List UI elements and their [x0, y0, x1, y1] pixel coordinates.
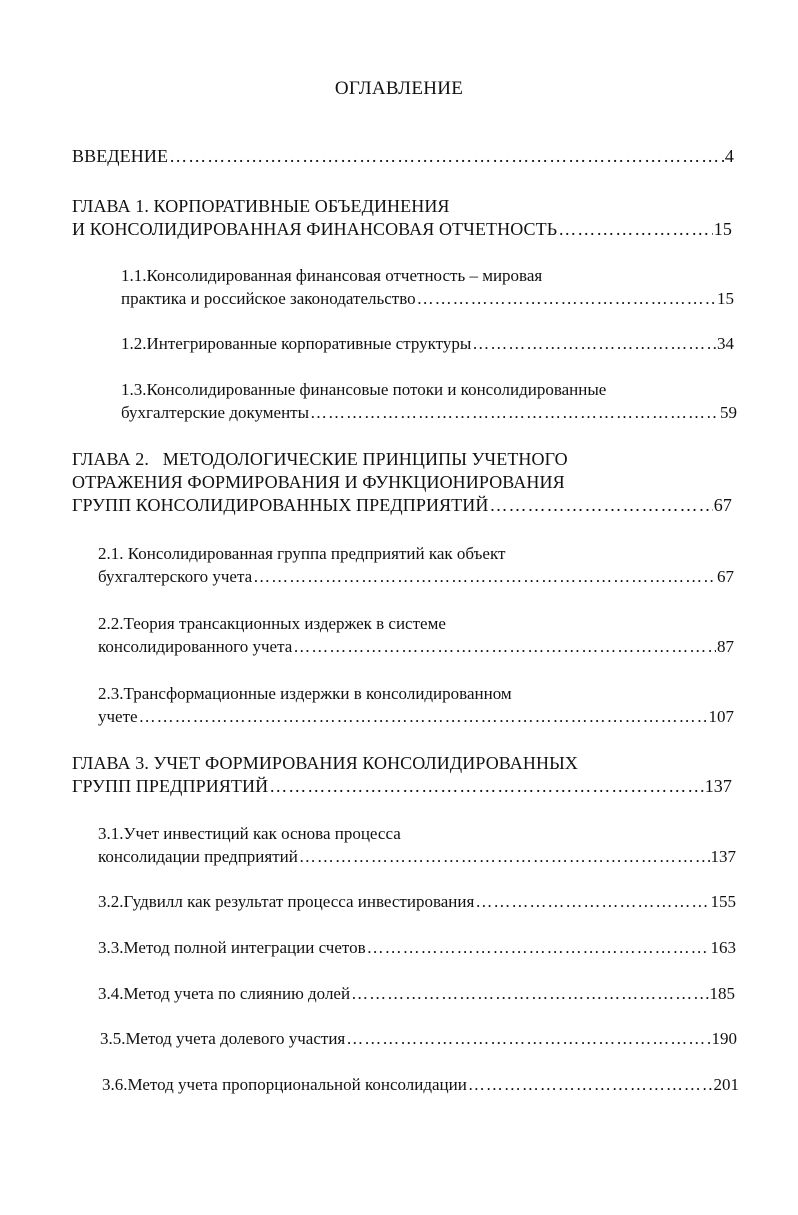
- toc-entry-chapter-1[interactable]: [72, 195, 732, 241]
- toc-entry-section-3-2[interactable]: [98, 890, 736, 913]
- toc-entry-title: бухгалтерского учета: [98, 567, 253, 586]
- dot-leader: [367, 936, 710, 959]
- toc-entry-title: бухгалтерские документы: [121, 403, 310, 422]
- toc-entry-section-3-4[interactable]: [98, 982, 735, 1005]
- toc-entry-title: 3.2.Гудвилл как результат процесса инвестирования: [98, 892, 475, 911]
- toc-entry-section-2-1[interactable]: [98, 542, 734, 588]
- toc-entry-title-line: 3.1.Учет инвестиций как основа процесса: [98, 824, 401, 843]
- dot-leader: [468, 1073, 713, 1096]
- toc-entry-title-line: ОТРАЖЕНИЯ ФОРМИРОВАНИЯ И ФУНКЦИОНИРОВАНИЯ: [72, 472, 565, 492]
- toc-entry-title: ГРУПП КОНСОЛИДИРОВАННЫХ ПРЕДПРИЯТИЙ: [72, 495, 489, 515]
- toc-entry-title: ВВЕДЕНИЕ: [72, 146, 169, 166]
- toc-entry-introduction[interactable]: [72, 145, 734, 168]
- dot-leader: [472, 332, 716, 355]
- toc-entry-title: консолидированного учета: [98, 637, 293, 656]
- toc-entry-title: учете: [98, 707, 138, 726]
- toc-entry-title-line: 2.3.Трансформационные издержки в консолидированном: [98, 684, 512, 703]
- dot-leader: [558, 218, 713, 241]
- toc-entry-title: 3.4.Метод учета по слиянию долей: [98, 984, 351, 1003]
- toc-entry-title-line: ГЛАВА 2. МЕТОДОЛОГИЧЕСКИЕ ПРИНЦИПЫ УЧЕТНОГО: [72, 449, 568, 469]
- toc-page-number: 87: [717, 637, 734, 656]
- dot-leader: [346, 1027, 710, 1050]
- toc-entry-section-1-1[interactable]: [121, 264, 734, 310]
- toc-page-number: 185: [709, 984, 735, 1003]
- toc-entry-title-line: 1.1.Консолидированная финансовая отчетность – мировая: [121, 266, 543, 285]
- toc-page-number: 190: [711, 1029, 737, 1048]
- toc-entry-title: И КОНСОЛИДИРОВАННАЯ ФИНАНСОВАЯ ОТЧЕТНОСТЬ: [72, 219, 558, 239]
- toc-page-number: 4: [724, 146, 734, 166]
- toc-entry-section-3-1[interactable]: [98, 822, 736, 868]
- toc-entry-title: 3.3.Метод полной интеграции счетов: [98, 938, 366, 957]
- toc-entry-title: консолидации предприятий: [98, 847, 298, 866]
- dot-leader: [351, 982, 708, 1005]
- dot-leader: [139, 705, 708, 728]
- toc-entry-title: 3.5.Метод учета долевого участия: [100, 1029, 346, 1048]
- toc-entry-title: 1.2.Интегрированные корпоративные структуры: [121, 334, 472, 353]
- toc-page-number: 15: [713, 219, 732, 239]
- toc-page-number: 201: [713, 1075, 739, 1094]
- toc-entry-section-2-3[interactable]: [98, 682, 734, 728]
- toc-entry-section-3-3[interactable]: [98, 936, 736, 959]
- toc-entry-chapter-3[interactable]: [72, 752, 732, 798]
- toc-page-number: 67: [713, 495, 732, 515]
- dot-leader: [310, 401, 719, 424]
- toc-entry-title: 3.6.Метод учета пропорциональной консолидации: [102, 1075, 467, 1094]
- dot-leader: [253, 565, 716, 588]
- toc-page-number: 15: [717, 289, 734, 308]
- page-title: ОГЛАВЛЕНИЕ: [334, 78, 464, 99]
- dot-leader: [475, 890, 709, 913]
- toc-entry-section-2-2[interactable]: [98, 612, 734, 658]
- toc-page-number: 34: [717, 334, 734, 353]
- dot-leader: [293, 635, 716, 658]
- toc-entry-title-line: 2.2.Теория трансакционных издержек в системе: [98, 614, 446, 633]
- dot-leader: [169, 145, 724, 168]
- toc-page-number: 67: [717, 567, 734, 586]
- toc-page-number: 137: [704, 776, 732, 796]
- toc-page-number: 107: [708, 707, 734, 726]
- dot-leader: [489, 494, 712, 517]
- toc-entry-section-3-5[interactable]: [100, 1027, 737, 1050]
- toc-entry-section-1-3[interactable]: [121, 378, 737, 424]
- toc-page-number: 155: [710, 892, 736, 911]
- toc-entry-section-3-6[interactable]: [102, 1073, 739, 1096]
- toc-entry-title-line: ГЛАВА 3. УЧЕТ ФОРМИРОВАНИЯ КОНСОЛИДИРОВАННЫХ: [72, 753, 578, 773]
- dot-leader: [269, 775, 703, 798]
- dot-leader: [299, 845, 710, 868]
- toc-entry-title-line: ГЛАВА 1. КОРПОРАТИВНЫЕ ОБЪЕДИНЕНИЯ: [72, 196, 450, 216]
- toc-entry-section-1-2[interactable]: [121, 332, 734, 355]
- toc-entry-title-line: 1.3.Консолидированные финансовые потоки и консолидированные: [121, 380, 607, 399]
- toc-page-number: 59: [720, 403, 737, 422]
- toc-entry-title: ГРУПП ПРЕДПРИЯТИЙ: [72, 776, 269, 796]
- dot-leader: [417, 287, 716, 310]
- toc-entry-title: практика и российское законодательство: [121, 289, 416, 308]
- toc-page-number: 163: [710, 938, 736, 957]
- toc-entry-chapter-2[interactable]: [72, 448, 732, 517]
- toc-page-number: 137: [710, 847, 736, 866]
- toc-entry-title-line: 2.1. Консолидированная группа предприятий как объект: [98, 544, 506, 563]
